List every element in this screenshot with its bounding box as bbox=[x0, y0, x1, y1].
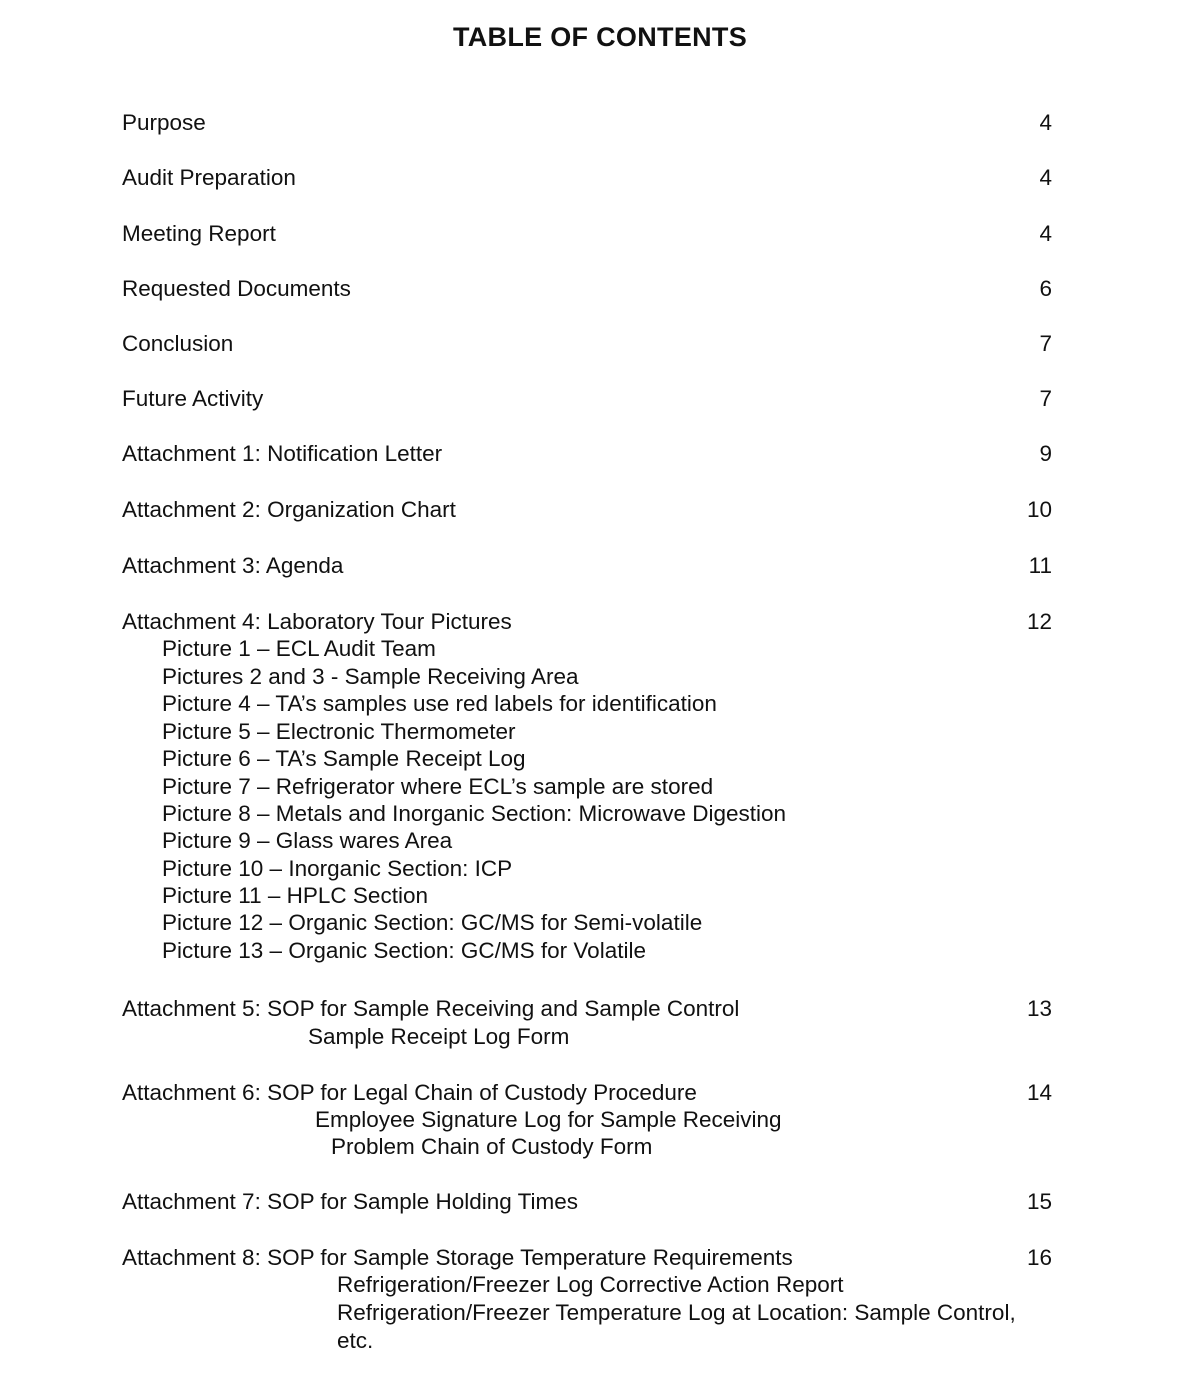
toc-entry bbox=[122, 1078, 1052, 1108]
toc-sub-item: Picture 5 – Electronic Thermometer bbox=[162, 719, 516, 744]
toc-entry bbox=[122, 607, 1052, 637]
toc-entry-page: 6 bbox=[1039, 276, 1052, 301]
toc-entry-label: Attachment 5: SOP for Sample Receiving and Sample Control bbox=[122, 996, 740, 1021]
toc-entry bbox=[122, 439, 1052, 469]
toc-title: TABLE OF CONTENTS bbox=[452, 22, 748, 52]
toc-entry-label: Future Activity bbox=[122, 386, 264, 411]
toc-entry bbox=[122, 163, 1052, 193]
toc-entry-page: 10 bbox=[1026, 497, 1052, 522]
toc-entry bbox=[122, 551, 1052, 581]
toc-entry-label: Purpose bbox=[122, 110, 206, 135]
toc-entry-page: 4 bbox=[1039, 165, 1052, 190]
toc-sub-item: Refrigeration/Freezer Log Corrective Action Report bbox=[337, 1272, 844, 1297]
toc-sub-item: Refrigeration/Freezer Temperature Log at Location: Sample Control, bbox=[337, 1300, 1016, 1325]
toc-sub-item: Picture 6 – TA’s Sample Receipt Log bbox=[162, 746, 526, 771]
toc-entry bbox=[122, 219, 1052, 249]
toc-sub-item: Picture 8 – Metals and Inorganic Section: Microwave Digestion bbox=[162, 801, 787, 826]
toc-sub-item: Picture 12 – Organic Section: GC/MS for Semi-volatile bbox=[162, 910, 703, 935]
toc-entry-label: Attachment 1: Notification Letter bbox=[122, 441, 443, 466]
toc-entry-label: Meeting Report bbox=[122, 221, 276, 246]
toc-entry-page: 11 bbox=[1028, 553, 1052, 578]
toc-entry-page: 4 bbox=[1039, 110, 1052, 135]
toc-entry-page: 15 bbox=[1026, 1189, 1052, 1214]
toc-entry-label: Audit Preparation bbox=[122, 165, 296, 190]
toc-entry-label: Attachment 6: SOP for Legal Chain of Custody Procedure bbox=[122, 1080, 697, 1105]
toc-entry-label: Requested Documents bbox=[122, 276, 351, 301]
toc-entry-label: Attachment 8: SOP for Sample Storage Temperature Requirements bbox=[122, 1245, 793, 1270]
toc-entry-label: Attachment 2: Organization Chart bbox=[122, 497, 456, 522]
toc-sub-item: Picture 1 – ECL Audit Team bbox=[162, 636, 436, 661]
toc-entry-page: 13 bbox=[1026, 996, 1052, 1021]
toc-entry-page: 7 bbox=[1039, 386, 1052, 411]
toc-entry bbox=[122, 994, 1052, 1024]
toc-entry-page: 9 bbox=[1039, 441, 1052, 466]
toc-entry-label: Attachment 7: SOP for Sample Holding Times bbox=[122, 1189, 579, 1214]
toc-entry-page: 14 bbox=[1026, 1080, 1052, 1105]
toc-entry-page: 4 bbox=[1039, 221, 1052, 246]
toc-entry bbox=[122, 384, 1052, 414]
toc-sub-item: Employee Signature Log for Sample Receiving bbox=[315, 1107, 782, 1132]
toc-entry-page: 7 bbox=[1039, 331, 1052, 356]
toc-entry-label: Conclusion bbox=[122, 331, 234, 356]
toc-sub-item: Picture 4 – TA’s samples use red labels for identification bbox=[162, 691, 717, 716]
toc-sub-item: Sample Receipt Log Form bbox=[308, 1024, 570, 1049]
toc-sub-item: Picture 10 – Inorganic Section: ICP bbox=[162, 856, 513, 881]
toc-sub-item: Picture 13 – Organic Section: GC/MS for Volatile bbox=[162, 938, 646, 963]
toc-entry-page: 12 bbox=[1026, 609, 1052, 634]
toc-sub-item: Picture 11 – HPLC Section bbox=[162, 883, 428, 908]
toc-sub-item: etc. bbox=[337, 1328, 374, 1353]
toc-entry bbox=[122, 108, 1052, 138]
toc-entry bbox=[122, 274, 1052, 304]
toc-entry bbox=[122, 1243, 1052, 1273]
toc-entry bbox=[122, 1187, 1052, 1217]
toc-entry-page: 16 bbox=[1026, 1245, 1052, 1270]
toc-sub-item: Picture 9 – Glass wares Area bbox=[162, 828, 453, 853]
toc-entry bbox=[122, 329, 1052, 359]
toc-entry-label: Attachment 4: Laboratory Tour Pictures bbox=[122, 609, 512, 634]
toc-sub-item: Pictures 2 and 3 - Sample Receiving Area bbox=[162, 664, 579, 689]
toc-sub-item: Problem Chain of Custody Form bbox=[331, 1134, 653, 1159]
toc-entry-label: Attachment 3: Agenda bbox=[122, 553, 344, 578]
toc-sub-item: Picture 7 – Refrigerator where ECL’s sample are stored bbox=[162, 774, 714, 799]
toc-entry bbox=[122, 495, 1052, 525]
